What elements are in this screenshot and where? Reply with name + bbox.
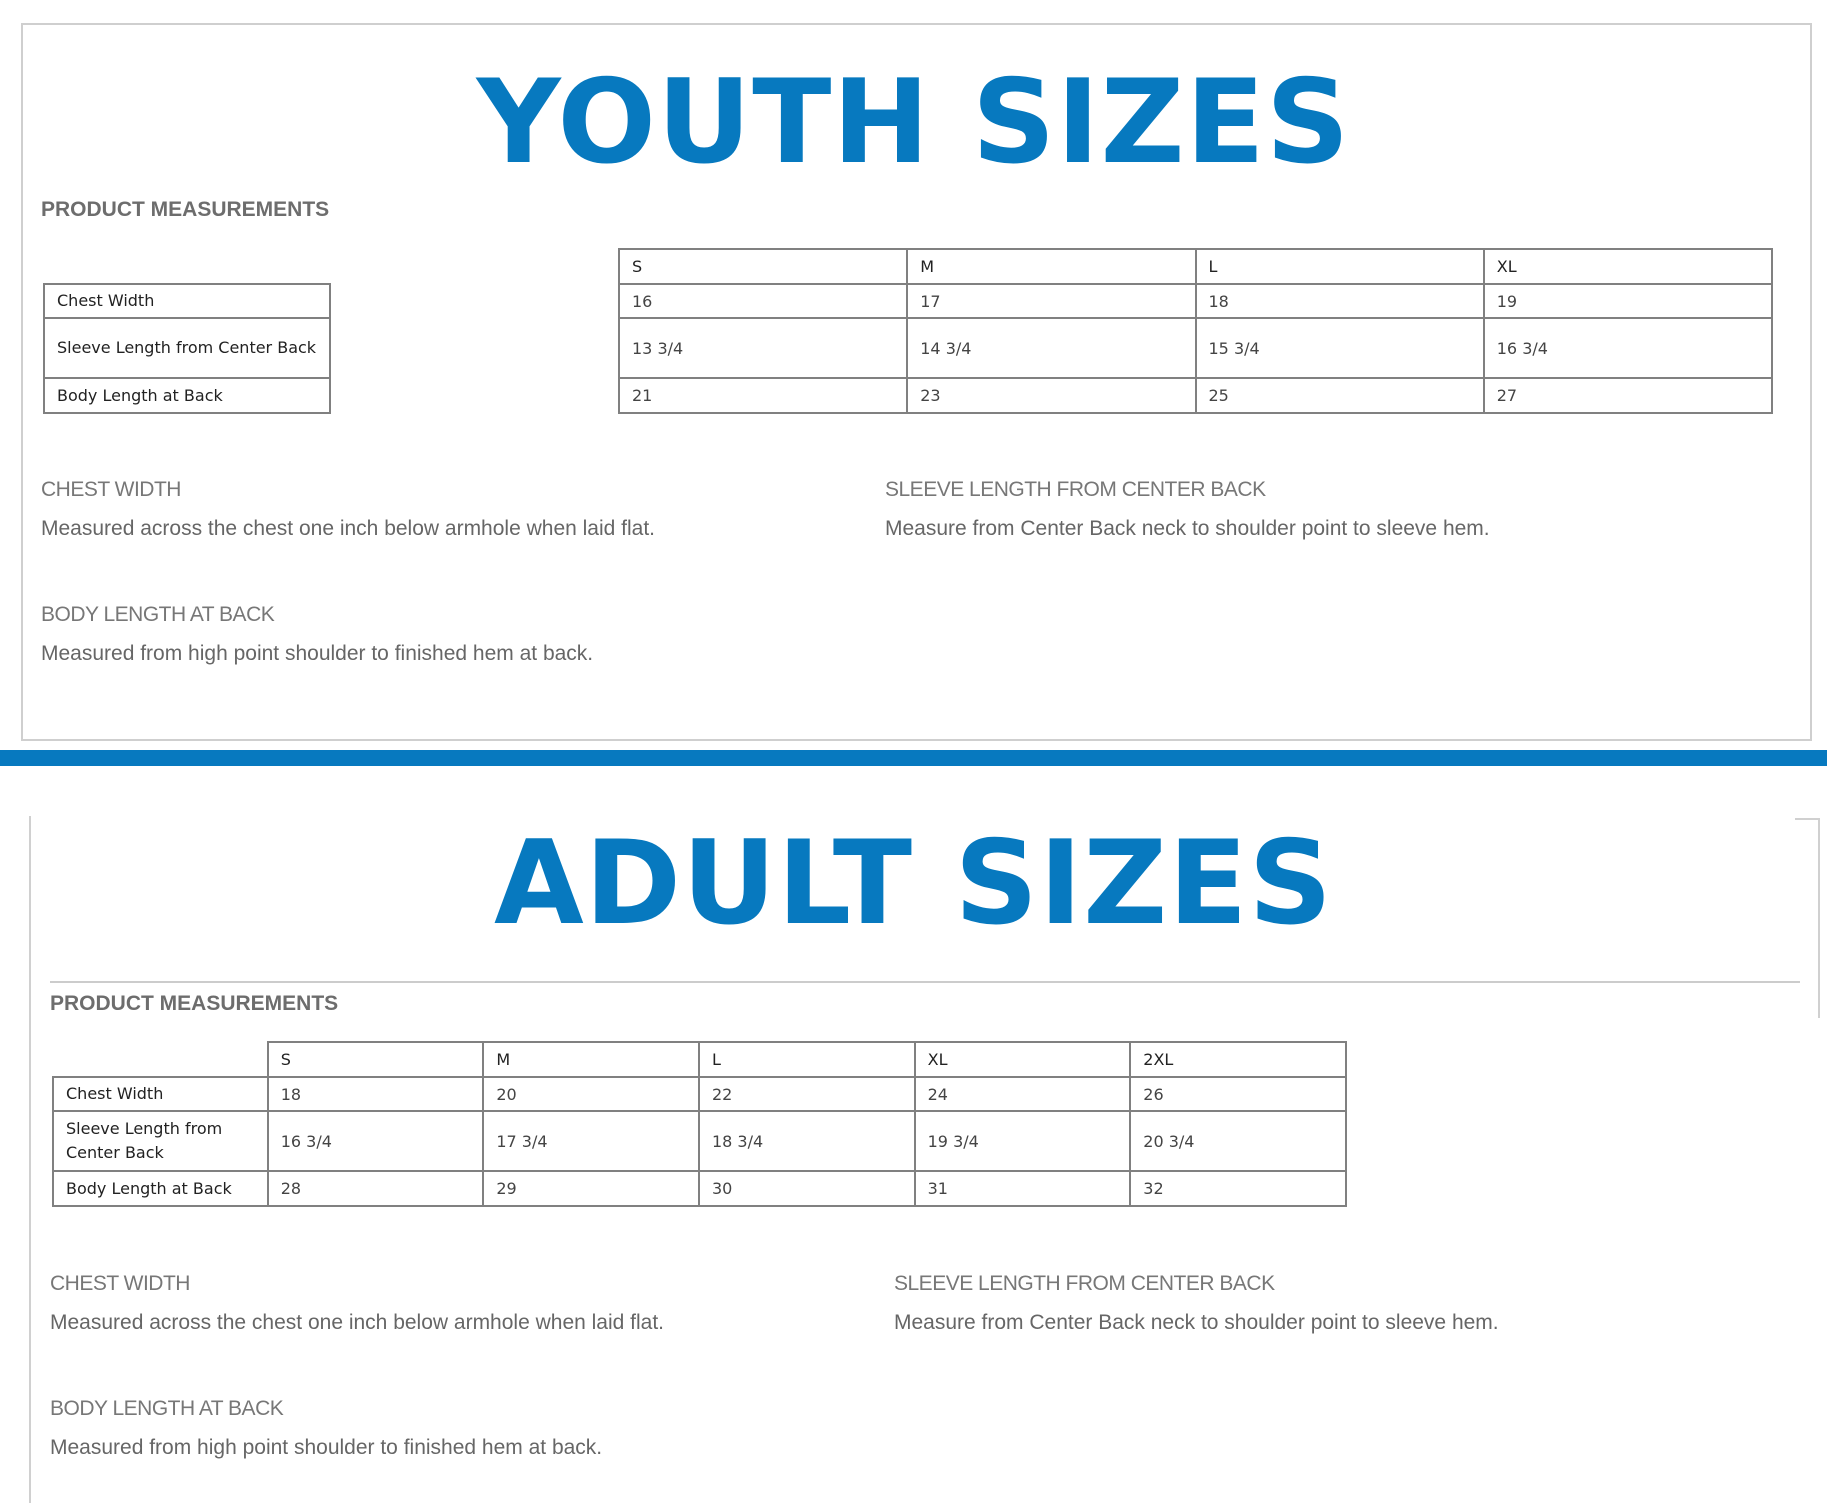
adult-desc-chest-text: Measured across the chest one inch below armhole when laid flat.: [50, 1311, 665, 1334]
table-cell: 16 3/4: [1484, 318, 1772, 378]
youth-label-table: [43, 283, 331, 414]
table-row: [53, 1077, 1346, 1111]
table-cell: 21: [619, 378, 907, 413]
table-cell: 19: [1484, 284, 1772, 318]
adult-desc-chest-title: CHEST WIDTH: [50, 1272, 190, 1295]
table-cell: 17: [907, 284, 1195, 318]
table-cell: 24: [915, 1077, 1131, 1111]
youth-size-table: [618, 248, 1773, 414]
adult-section-label: PRODUCT MEASUREMENTS: [50, 992, 339, 1015]
table-cell: 13 3/4: [619, 318, 907, 378]
table-cell: 19 3/4: [915, 1111, 1131, 1171]
youth-label-body: Body Length at Back: [44, 378, 330, 413]
table-cell: 16 3/4: [268, 1111, 484, 1171]
adult-size-header: XL: [915, 1042, 1131, 1077]
table-cell: 30: [699, 1171, 915, 1206]
adult-frame-corner: [1795, 818, 1819, 820]
adult-size-table: [52, 1041, 1347, 1207]
table-cell: 32: [1130, 1171, 1346, 1206]
table-row: [619, 284, 1772, 318]
adult-size-header: S: [268, 1042, 484, 1077]
youth-label-sleeve: Sleeve Length from Center Back: [44, 318, 330, 378]
table-cell: 20 3/4: [1130, 1111, 1346, 1171]
youth-label-chest: Chest Width: [44, 284, 330, 318]
table-cell: 14 3/4: [907, 318, 1195, 378]
table-cell: 27: [1484, 378, 1772, 413]
youth-desc-chest-title: CHEST WIDTH: [41, 478, 181, 501]
table-cell: 22: [699, 1077, 915, 1111]
adult-desc-body-title: BODY LENGTH AT BACK: [50, 1397, 284, 1420]
table-cell: 31: [915, 1171, 1131, 1206]
adult-size-header: 2XL: [1130, 1042, 1346, 1077]
adult-size-header: L: [699, 1042, 915, 1077]
youth-desc-body-title: BODY LENGTH AT BACK: [41, 603, 275, 626]
adult-title: ADULT SIZES: [493, 816, 1334, 951]
table-cell: 20: [483, 1077, 699, 1111]
adult-label-chest: Chest Width: [53, 1077, 268, 1111]
youth-size-header: XL: [1484, 249, 1772, 284]
table-row: [53, 1171, 1346, 1206]
table-cell: 16: [619, 284, 907, 318]
youth-size-header: M: [907, 249, 1195, 284]
adult-desc-body-text: Measured from high point shoulder to finished hem at back.: [50, 1436, 603, 1459]
adult-desc-sleeve-text: Measure from Center Back neck to shoulder point to sleeve hem.: [894, 1311, 1499, 1334]
table-row: [619, 318, 1772, 378]
table-row: [619, 378, 1772, 413]
table-row: [53, 1111, 1346, 1171]
table-cell: 15 3/4: [1196, 318, 1484, 378]
youth-title: YOUTH SIZES: [476, 55, 1351, 190]
youth-desc-chest-text: Measured across the chest one inch below armhole when laid flat.: [41, 517, 656, 540]
table-cell: 25: [1196, 378, 1484, 413]
adult-label-sleeve: Sleeve Length from Center Back: [53, 1111, 268, 1171]
section-divider: [0, 750, 1827, 766]
table-cell: 23: [907, 378, 1195, 413]
table-corner-cell: [53, 1042, 268, 1077]
table-cell: 17 3/4: [483, 1111, 699, 1171]
adult-desc-sleeve-title: SLEEVE LENGTH FROM CENTER BACK: [894, 1272, 1275, 1295]
table-cell: 29: [483, 1171, 699, 1206]
adult-divider-rule: [50, 981, 1800, 983]
youth-desc-sleeve-text: Measure from Center Back neck to shoulder point to sleeve hem.: [885, 517, 1490, 540]
youth-section-label: PRODUCT MEASUREMENTS: [41, 198, 330, 221]
adult-label-body: Body Length at Back: [53, 1171, 268, 1206]
table-cell: 18: [1196, 284, 1484, 318]
table-cell: 28: [268, 1171, 484, 1206]
adult-size-header: M: [483, 1042, 699, 1077]
table-cell: 26: [1130, 1077, 1346, 1111]
table-cell: 18 3/4: [699, 1111, 915, 1171]
youth-desc-body-text: Measured from high point shoulder to finished hem at back.: [41, 642, 594, 665]
youth-size-header: L: [1196, 249, 1484, 284]
youth-size-header: S: [619, 249, 907, 284]
table-cell: 18: [268, 1077, 484, 1111]
youth-desc-sleeve-title: SLEEVE LENGTH FROM CENTER BACK: [885, 478, 1266, 501]
